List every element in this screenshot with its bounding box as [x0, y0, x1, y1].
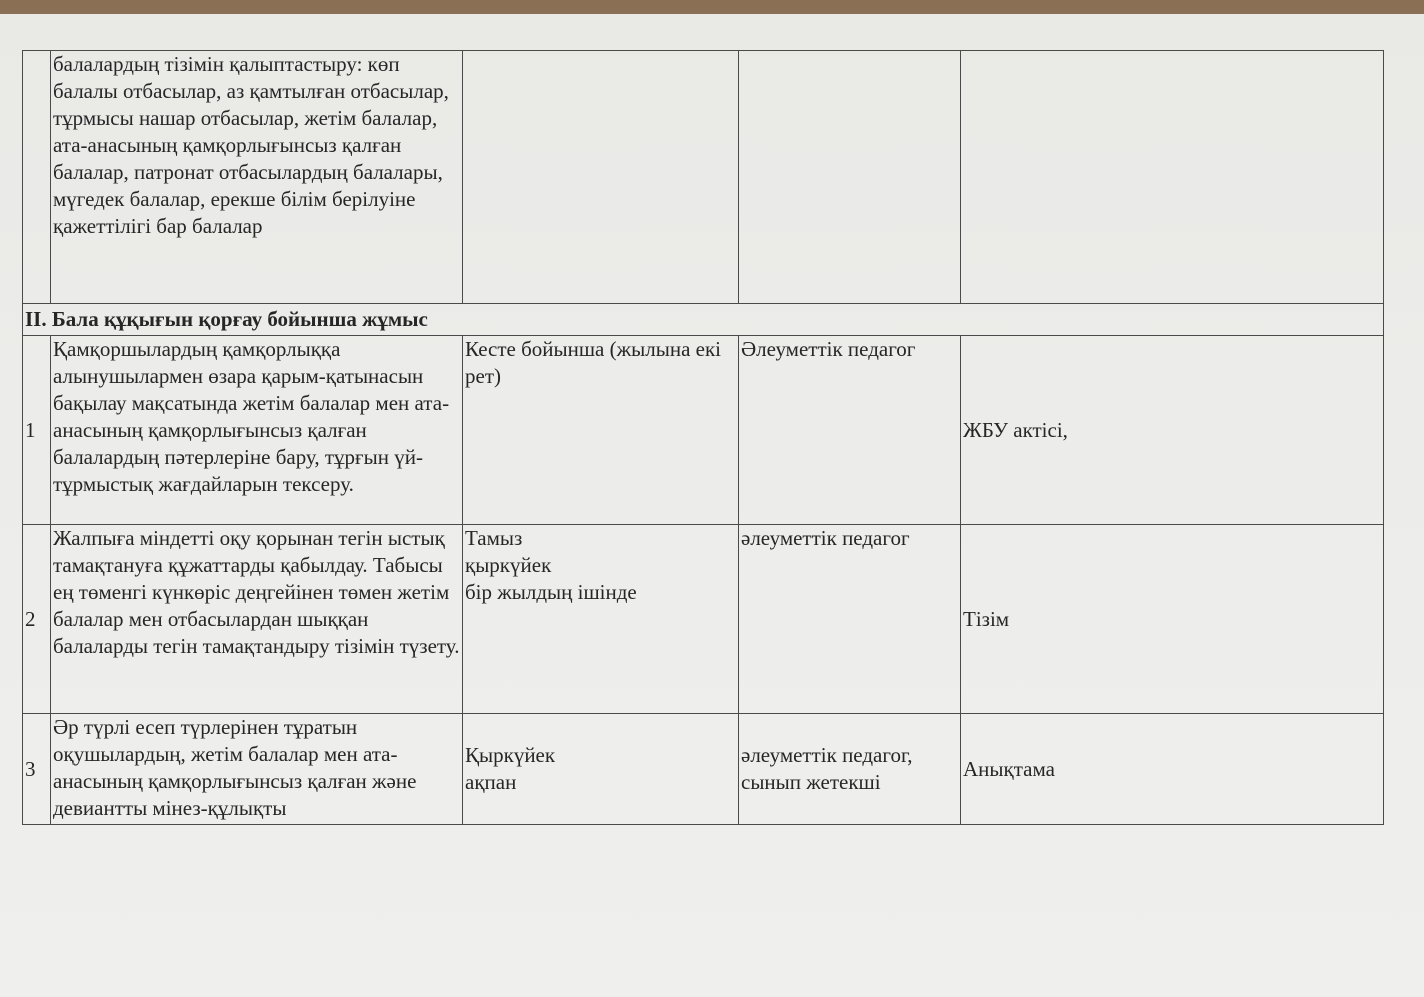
task-cell: балалардың тізімін қалыптастыру: көп балалы отбасылар, аз қамтылған отбасылар, тұрмысы нашар отбасылар, жетім балалар, ата-анасының қамқорлығынсыз қалған балалар, патронат отбасылардың балалары, мүгедек балалар, ерекше білім берілуіне қажеттілігі бар балалар: [51, 51, 463, 304]
table-row: [23, 714, 1384, 825]
row-number: 1: [23, 336, 51, 525]
time-line: ақпан: [465, 770, 517, 794]
table-row: [23, 51, 1384, 304]
responsible-line: сынып жетекші: [741, 770, 881, 794]
responsible-cell: Әлеуметтік педагог: [739, 336, 961, 525]
result-cell: ЖБУ актісі,: [961, 336, 1384, 525]
time-line: бір жылдың ішінде: [465, 580, 637, 604]
table-row: [23, 336, 1384, 525]
result-cell: Анықтама: [961, 714, 1384, 825]
responsible-cell: әлеуметтік педагог: [739, 525, 961, 714]
table-row: [23, 525, 1384, 714]
task-cell: Жалпыға міндетті оқу қорынан тегін ыстық тамақтануға құжаттарды қабылдау. Табысы ең төменгі күнкөріс деңгейінен төмен жетім балалар мен отбасылардан шыққан балаларды тегін тамақтандыру тізімін түзету.: [51, 525, 463, 714]
row-number: 3: [23, 714, 51, 825]
row-number: 2: [23, 525, 51, 714]
responsible-line: әлеуметтік педагог,: [741, 743, 913, 767]
task-cell: Әр түрлі есеп түрлерінен тұратын оқушылардың, жетім балалар мен ата-анасының қамқорлығынсыз қалған және девиантты мінез-құлықты: [51, 714, 463, 825]
time-cell: [463, 51, 739, 304]
time-line: Тамыз: [465, 526, 523, 550]
section-header-row: [23, 304, 1384, 336]
time-line: Қыркүйек: [465, 743, 556, 767]
result-cell: [961, 51, 1384, 304]
plan-table: [22, 50, 1384, 825]
time-line: қыркүйек: [465, 553, 552, 577]
responsible-cell: [739, 51, 961, 304]
responsible-cell: [739, 714, 961, 825]
time-cell: Кесте бойынша (жылына екі рет): [463, 336, 739, 525]
result-cell: Тізім: [961, 525, 1384, 714]
time-cell: [463, 525, 739, 714]
time-cell: [463, 714, 739, 825]
section-title: II. Бала құқығын қорғау бойынша жұмыс: [23, 304, 1384, 336]
task-cell: Қамқоршылардың қамқорлыққа алынушылармен өзара қарым-қатынасын бақылау мақсатында жетім балалар мен ата-анасының қамқорлығынсыз қалған балалардың пәтерлеріне бару, тұрғын үй-тұрмыстық жағдайларын тексеру.: [51, 336, 463, 525]
document-page: [0, 14, 1424, 997]
row-number: [23, 51, 51, 304]
